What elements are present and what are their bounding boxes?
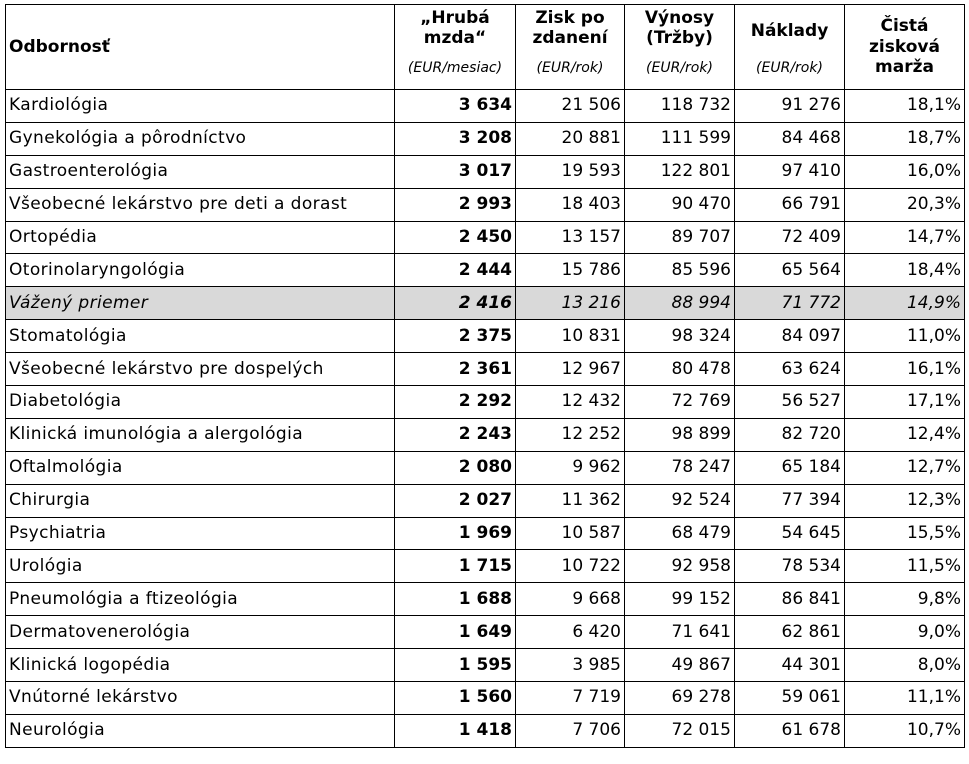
cell-naklady: 65 564 bbox=[735, 254, 845, 287]
unit-mzda: (EUR/mesiac) bbox=[395, 58, 516, 90]
header-marza-line3: marža bbox=[875, 57, 934, 78]
cell-naklady: 61 678 bbox=[735, 714, 845, 747]
average-row bbox=[6, 287, 965, 320]
cell-marza: 14,9% bbox=[845, 287, 965, 320]
cell-marza: 18,7% bbox=[845, 122, 965, 155]
cell-marza: 12,4% bbox=[845, 418, 965, 451]
cell-naklady: 62 861 bbox=[735, 616, 845, 649]
unit-vynosy: (EUR/rok) bbox=[625, 58, 735, 90]
unit-naklady: (EUR/rok) bbox=[735, 58, 845, 90]
cell-vynosy: 98 899 bbox=[625, 418, 735, 451]
cell-odbornost: Vážený priemer bbox=[6, 287, 395, 320]
cell-vynosy: 72 769 bbox=[625, 386, 735, 419]
cell-naklady: 84 468 bbox=[735, 122, 845, 155]
header-mzda-line2: mzda“ bbox=[423, 27, 487, 48]
cell-naklady: 66 791 bbox=[735, 188, 845, 221]
cell-zisk: 21 506 bbox=[516, 90, 625, 123]
cell-hruba-mzda: 2 292 bbox=[395, 386, 516, 419]
cell-hruba-mzda: 2 361 bbox=[395, 353, 516, 386]
cell-marza: 12,7% bbox=[845, 451, 965, 484]
cell-naklady: 56 527 bbox=[735, 386, 845, 419]
table-row bbox=[6, 320, 965, 353]
table-row bbox=[6, 484, 965, 517]
cell-vynosy: 68 479 bbox=[625, 517, 735, 550]
cell-zisk: 15 786 bbox=[516, 254, 625, 287]
cell-vynosy: 85 596 bbox=[625, 254, 735, 287]
cell-marza: 9,0% bbox=[845, 616, 965, 649]
cell-marza: 17,1% bbox=[845, 386, 965, 419]
cell-odbornost: Vnútorné lekárstvo bbox=[6, 682, 395, 715]
cell-marza: 18,1% bbox=[845, 90, 965, 123]
cell-naklady: 44 301 bbox=[735, 649, 845, 682]
cell-naklady: 63 624 bbox=[735, 353, 845, 386]
cell-odbornost: Neurológia bbox=[6, 714, 395, 747]
table-row bbox=[6, 418, 965, 451]
cell-naklady: 82 720 bbox=[735, 418, 845, 451]
cell-vynosy: 72 015 bbox=[625, 714, 735, 747]
cell-zisk: 12 432 bbox=[516, 386, 625, 419]
header-vynosy bbox=[625, 5, 735, 59]
header-vynosy-line1: Výnosy bbox=[644, 8, 715, 28]
table-body bbox=[6, 90, 965, 748]
cell-vynosy: 98 324 bbox=[625, 320, 735, 353]
cell-odbornost: Gynekológia a pôrodníctvo bbox=[6, 122, 395, 155]
cell-zisk: 9 668 bbox=[516, 583, 625, 616]
cell-vynosy: 89 707 bbox=[625, 221, 735, 254]
cell-hruba-mzda: 2 027 bbox=[395, 484, 516, 517]
cell-vynosy: 90 470 bbox=[625, 188, 735, 221]
cell-vynosy: 111 599 bbox=[625, 122, 735, 155]
cell-marza: 11,1% bbox=[845, 682, 965, 715]
table-row bbox=[6, 682, 965, 715]
cell-hruba-mzda: 2 993 bbox=[395, 188, 516, 221]
cell-zisk: 9 962 bbox=[516, 451, 625, 484]
cell-hruba-mzda: 1 715 bbox=[395, 550, 516, 583]
header-zisk bbox=[516, 5, 625, 59]
cell-vynosy: 92 958 bbox=[625, 550, 735, 583]
cell-hruba-mzda: 1 595 bbox=[395, 649, 516, 682]
cell-vynosy: 88 994 bbox=[625, 287, 735, 320]
header-row bbox=[6, 5, 965, 59]
cell-naklady: 86 841 bbox=[735, 583, 845, 616]
cell-zisk: 12 252 bbox=[516, 418, 625, 451]
cell-naklady: 54 645 bbox=[735, 517, 845, 550]
cell-zisk: 10 722 bbox=[516, 550, 625, 583]
cell-marza: 9,8% bbox=[845, 583, 965, 616]
cell-zisk: 19 593 bbox=[516, 155, 625, 188]
cell-zisk: 10 831 bbox=[516, 320, 625, 353]
table-row bbox=[6, 188, 965, 221]
cell-hruba-mzda: 3 017 bbox=[395, 155, 516, 188]
cell-odbornost: Ortopédia bbox=[6, 221, 395, 254]
cell-odbornost: Kardiológia bbox=[6, 90, 395, 123]
cell-vynosy: 49 867 bbox=[625, 649, 735, 682]
cell-hruba-mzda: 2 243 bbox=[395, 418, 516, 451]
cell-odbornost: Diabetológia bbox=[6, 386, 395, 419]
cell-hruba-mzda: 1 560 bbox=[395, 682, 516, 715]
cell-hruba-mzda: 2 375 bbox=[395, 320, 516, 353]
cell-naklady: 72 409 bbox=[735, 221, 845, 254]
cell-marza: 11,5% bbox=[845, 550, 965, 583]
table-row bbox=[6, 714, 965, 747]
cell-hruba-mzda: 1 969 bbox=[395, 517, 516, 550]
cell-odbornost: Dermatovenerológia bbox=[6, 616, 395, 649]
table-row bbox=[6, 221, 965, 254]
cell-vynosy: 122 801 bbox=[625, 155, 735, 188]
cell-hruba-mzda: 2 444 bbox=[395, 254, 516, 287]
table-row bbox=[6, 254, 965, 287]
cell-zisk: 7 706 bbox=[516, 714, 625, 747]
cell-hruba-mzda: 2 450 bbox=[395, 221, 516, 254]
header-marza-line1: Čistá bbox=[880, 16, 929, 37]
cell-vynosy: 71 641 bbox=[625, 616, 735, 649]
cell-vynosy: 118 732 bbox=[625, 90, 735, 123]
cell-zisk: 11 362 bbox=[516, 484, 625, 517]
table-row bbox=[6, 616, 965, 649]
cell-odbornost: Všeobecné lekárstvo pre deti a dorast bbox=[6, 188, 395, 221]
unit-zisk: (EUR/rok) bbox=[516, 58, 625, 90]
cell-odbornost: Urológia bbox=[6, 550, 395, 583]
cell-marza: 20,3% bbox=[845, 188, 965, 221]
header-vynosy-line2: (Tržby) bbox=[646, 27, 713, 48]
header-marza bbox=[845, 5, 965, 90]
cell-naklady: 65 184 bbox=[735, 451, 845, 484]
cell-odbornost: Všeobecné lekárstvo pre dospelých bbox=[6, 353, 395, 386]
table-row bbox=[6, 90, 965, 123]
cell-hruba-mzda: 1 649 bbox=[395, 616, 516, 649]
cell-odbornost: Psychiatria bbox=[6, 517, 395, 550]
cell-vynosy: 78 247 bbox=[625, 451, 735, 484]
cell-hruba-mzda: 1 688 bbox=[395, 583, 516, 616]
cell-naklady: 59 061 bbox=[735, 682, 845, 715]
header-zisk-line1: Zisk po bbox=[535, 8, 605, 28]
table-row bbox=[6, 122, 965, 155]
cell-odbornost: Otorinolaryngológia bbox=[6, 254, 395, 287]
cell-hruba-mzda: 3 208 bbox=[395, 122, 516, 155]
cell-vynosy: 92 524 bbox=[625, 484, 735, 517]
cell-naklady: 97 410 bbox=[735, 155, 845, 188]
cell-hruba-mzda: 2 416 bbox=[395, 287, 516, 320]
cell-zisk: 7 719 bbox=[516, 682, 625, 715]
header-odbornost: Odbornosť bbox=[6, 5, 395, 90]
header-marza-line2: zisková bbox=[869, 36, 940, 57]
salary-table bbox=[5, 4, 965, 748]
cell-odbornost: Chirurgia bbox=[6, 484, 395, 517]
table-row bbox=[6, 517, 965, 550]
cell-naklady: 78 534 bbox=[735, 550, 845, 583]
cell-odbornost: Stomatológia bbox=[6, 320, 395, 353]
cell-odbornost: Gastroenterológia bbox=[6, 155, 395, 188]
cell-marza: 8,0% bbox=[845, 649, 965, 682]
header-zisk-line2: zdanení bbox=[532, 27, 608, 48]
table-row bbox=[6, 353, 965, 386]
table-row bbox=[6, 386, 965, 419]
cell-marza: 14,7% bbox=[845, 221, 965, 254]
cell-marza: 16,1% bbox=[845, 353, 965, 386]
cell-marza: 12,3% bbox=[845, 484, 965, 517]
cell-zisk: 10 587 bbox=[516, 517, 625, 550]
cell-naklady: 84 097 bbox=[735, 320, 845, 353]
cell-naklady: 77 394 bbox=[735, 484, 845, 517]
cell-zisk: 6 420 bbox=[516, 616, 625, 649]
table-row bbox=[6, 583, 965, 616]
cell-zisk: 13 157 bbox=[516, 221, 625, 254]
header-hruba-mzda bbox=[395, 5, 516, 59]
cell-odbornost: Klinická imunológia a alergológia bbox=[6, 418, 395, 451]
cell-odbornost: Klinická logopédia bbox=[6, 649, 395, 682]
cell-hruba-mzda: 2 080 bbox=[395, 451, 516, 484]
cell-vynosy: 99 152 bbox=[625, 583, 735, 616]
cell-marza: 11,0% bbox=[845, 320, 965, 353]
table-row bbox=[6, 649, 965, 682]
cell-odbornost: Pneumológia a ftizeológia bbox=[6, 583, 395, 616]
table-row bbox=[6, 451, 965, 484]
cell-zisk: 13 216 bbox=[516, 287, 625, 320]
cell-hruba-mzda: 3 634 bbox=[395, 90, 516, 123]
cell-zisk: 12 967 bbox=[516, 353, 625, 386]
cell-zisk: 3 985 bbox=[516, 649, 625, 682]
cell-marza: 16,0% bbox=[845, 155, 965, 188]
cell-vynosy: 69 278 bbox=[625, 682, 735, 715]
cell-marza: 15,5% bbox=[845, 517, 965, 550]
cell-zisk: 20 881 bbox=[516, 122, 625, 155]
cell-odbornost: Oftalmológia bbox=[6, 451, 395, 484]
cell-zisk: 18 403 bbox=[516, 188, 625, 221]
cell-naklady: 71 772 bbox=[735, 287, 845, 320]
cell-marza: 10,7% bbox=[845, 714, 965, 747]
header-naklady: Náklady bbox=[735, 5, 845, 59]
cell-naklady: 91 276 bbox=[735, 90, 845, 123]
cell-vynosy: 80 478 bbox=[625, 353, 735, 386]
cell-hruba-mzda: 1 418 bbox=[395, 714, 516, 747]
table-row bbox=[6, 155, 965, 188]
header-mzda-line1: „Hrubá bbox=[420, 8, 490, 28]
cell-marza: 18,4% bbox=[845, 254, 965, 287]
table-row bbox=[6, 550, 965, 583]
